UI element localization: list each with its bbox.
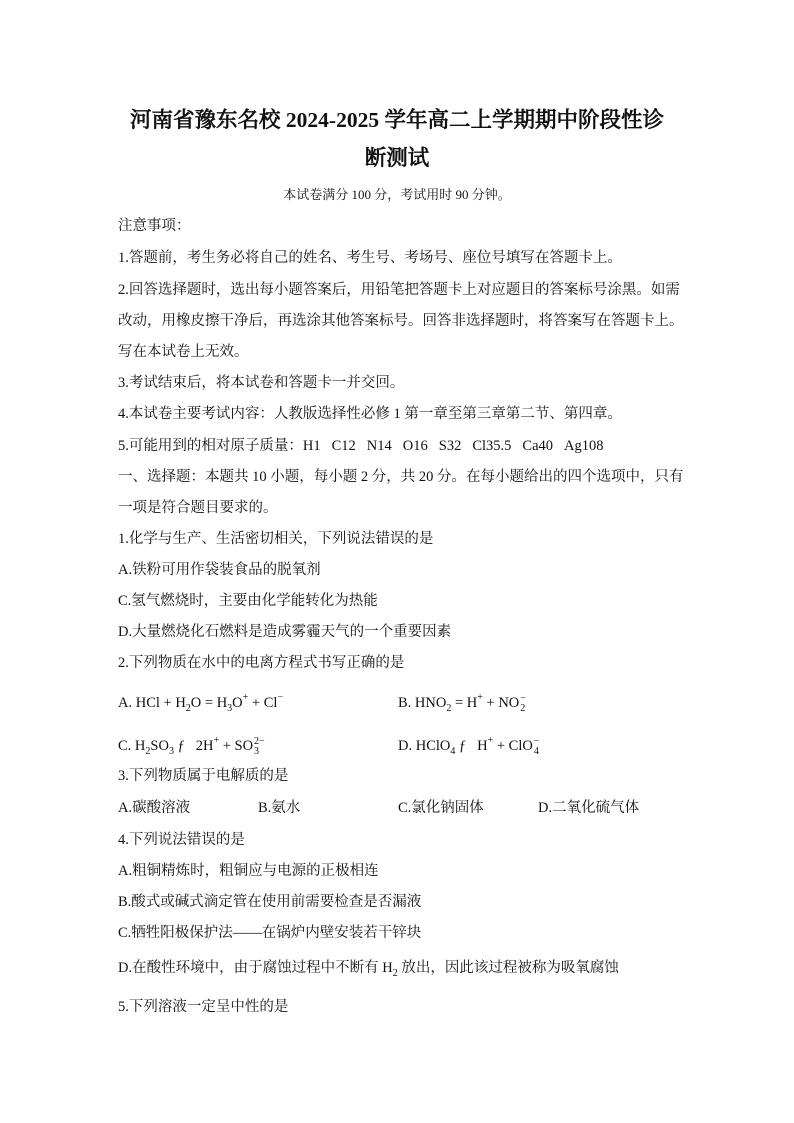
notice-item: 1.答题前，考生务必将自己的姓名、考生号、考场号、座位号填写在答题卡上。 bbox=[118, 250, 622, 266]
question-1-option-c: C.氢气燃烧时，主要由化学能转化为热能 bbox=[118, 593, 378, 609]
notice-item: 2.回答选择题时，选出每小题答案后，用铅笔把答题卡上对应题目的答案标号涂黑。如需 bbox=[118, 282, 680, 298]
question-1-option-d: D.大量燃烧化石燃料是造成雾霾天气的一个重要因素 bbox=[118, 624, 452, 640]
formula-text: C. H bbox=[118, 738, 146, 754]
question-2-stem: 2.下列物质在水中的电离方程式书写正确的是 bbox=[118, 655, 405, 671]
exam-info: 本试卷满分 100 分，考试用时 90 分钟。 bbox=[283, 187, 511, 202]
question-2-option-c bbox=[118, 729, 265, 764]
formula-subscript: 2 bbox=[392, 968, 398, 979]
formula-subscript: 2 bbox=[446, 703, 452, 714]
question-3-option-b: B.氨水 bbox=[258, 800, 301, 816]
question-2-option-a bbox=[118, 686, 283, 721]
question-2-option-b bbox=[398, 686, 526, 721]
page-title-line-2: 断测试 bbox=[364, 146, 430, 170]
formula-superscript: − bbox=[520, 692, 526, 704]
formula-subscript: 2 bbox=[145, 746, 151, 757]
formula-text: = H bbox=[451, 695, 478, 711]
atomic-mass-item: C12 bbox=[331, 438, 356, 454]
formula-stacked-index bbox=[534, 737, 540, 757]
formula-text: ƒ 2H bbox=[173, 738, 214, 754]
formula-text: + Cl bbox=[248, 695, 278, 711]
formula-subscript: 3 bbox=[227, 703, 233, 714]
formula-stacked-index bbox=[520, 694, 526, 714]
question-1-stem: 1.化学与生产、生活密切相关，下列说法错误的是 bbox=[118, 531, 434, 547]
question-4-stem: 4.下列说法错误的是 bbox=[118, 832, 245, 848]
question-1-option-a: A.铁粉可用作袋装食品的脱氧剂 bbox=[118, 562, 321, 578]
formula-subscript: 4 bbox=[450, 746, 456, 757]
atomic-mass-item: S32 bbox=[438, 438, 462, 454]
formula-superscript: 2− bbox=[254, 735, 265, 747]
formula-text: ƒ H bbox=[455, 738, 488, 754]
question-5-stem: 5.下列溶液一定呈中性的是 bbox=[118, 999, 289, 1015]
formula-superscript: + bbox=[213, 735, 220, 746]
atomic-mass-item: Cl35.5 bbox=[472, 438, 512, 454]
formula-text: O = H bbox=[190, 695, 228, 711]
formula-superscript: + bbox=[477, 692, 483, 703]
question-3-stem: 3.下列物质属于电解质的是 bbox=[118, 768, 289, 784]
option-text: D.在酸性环境中，由于腐蚀过程中不断有 H bbox=[118, 960, 393, 976]
atomic-mass-item: H1 bbox=[302, 438, 321, 454]
atomic-masses bbox=[118, 436, 615, 456]
atomic-mass-item: Ca40 bbox=[522, 438, 554, 454]
section-heading: 一、选择题：本题共 10 小题，每小题 2 分，共 20 分。在每小题给出的四个选项中，只有 bbox=[118, 469, 684, 485]
atomic-mass-item: O16 bbox=[402, 438, 428, 454]
atomic-masses-label: 5.可能用到的相对原子质量： bbox=[118, 438, 303, 454]
atomic-mass-item: Ag108 bbox=[564, 438, 604, 454]
question-3-option-d: D.二氧化硫气体 bbox=[538, 800, 640, 816]
formula-text: B. HNO bbox=[398, 695, 447, 711]
formula-text: + NO bbox=[482, 695, 520, 711]
question-3-option-c: C.氯化钠固体 bbox=[398, 800, 484, 816]
notice-item: 3.考试结束后，将本试卷和答题卡一并交回。 bbox=[118, 375, 405, 391]
question-4-option-a: A.粗铜精炼时，粗铜应与电源的正极相连 bbox=[118, 863, 379, 879]
formula-text: + SO bbox=[219, 738, 254, 754]
formula-superscript: + bbox=[487, 735, 494, 746]
formula-subscript: 3 bbox=[168, 746, 174, 757]
formula-text: O bbox=[232, 695, 243, 711]
formula-superscript: − bbox=[277, 692, 284, 703]
question-2-option-d bbox=[398, 729, 540, 764]
formula-superscript: + bbox=[242, 692, 249, 703]
formula-subscript: 2 bbox=[185, 703, 191, 714]
formula-subscript: 2 bbox=[520, 702, 526, 714]
question-3-option-a: A.碳酸溶液 bbox=[118, 800, 191, 816]
option-text: 放出，因此该过程被称为吸氧腐蚀 bbox=[397, 960, 619, 976]
formula-superscript: − bbox=[533, 735, 540, 747]
section-heading-cont: 一项是符合题目要求的。 bbox=[118, 500, 278, 516]
notice-item: 4.本试卷主要考试内容：人教版选择性必修 1 第一章至第三章第二节、第四章。 bbox=[118, 406, 622, 422]
question-4-option-b: B.酸式或碱式滴定管在使用前需要检查是否漏液 bbox=[118, 894, 422, 910]
atomic-mass-item: N14 bbox=[366, 438, 392, 454]
question-4-option-d bbox=[118, 956, 619, 986]
formula-text: D. HClO bbox=[398, 738, 451, 754]
formula-subscript: 4 bbox=[533, 745, 539, 757]
formula-text: A. HCl + H bbox=[118, 695, 186, 711]
formula-stacked-index bbox=[254, 737, 265, 757]
notice-heading: 注意事项： bbox=[118, 218, 191, 234]
page-title-line-1: 河南省豫东名校 2024-2025 学年高二上学期期中阶段性诊 bbox=[130, 108, 664, 132]
formula-text: SO bbox=[150, 738, 169, 754]
formula-text: + ClO bbox=[493, 738, 533, 754]
formula-subscript: 3 bbox=[254, 745, 260, 757]
notice-item: 改动，用橡皮擦干净后，再选涂其他答案标号。回答非选择题时，将答案写在答题卡上。 bbox=[118, 313, 684, 329]
question-4-option-c: C.牺牲阳极保护法——在锅炉内壁安装若干锌块 bbox=[118, 925, 422, 941]
notice-item: 写在本试卷上无效。 bbox=[118, 344, 249, 360]
